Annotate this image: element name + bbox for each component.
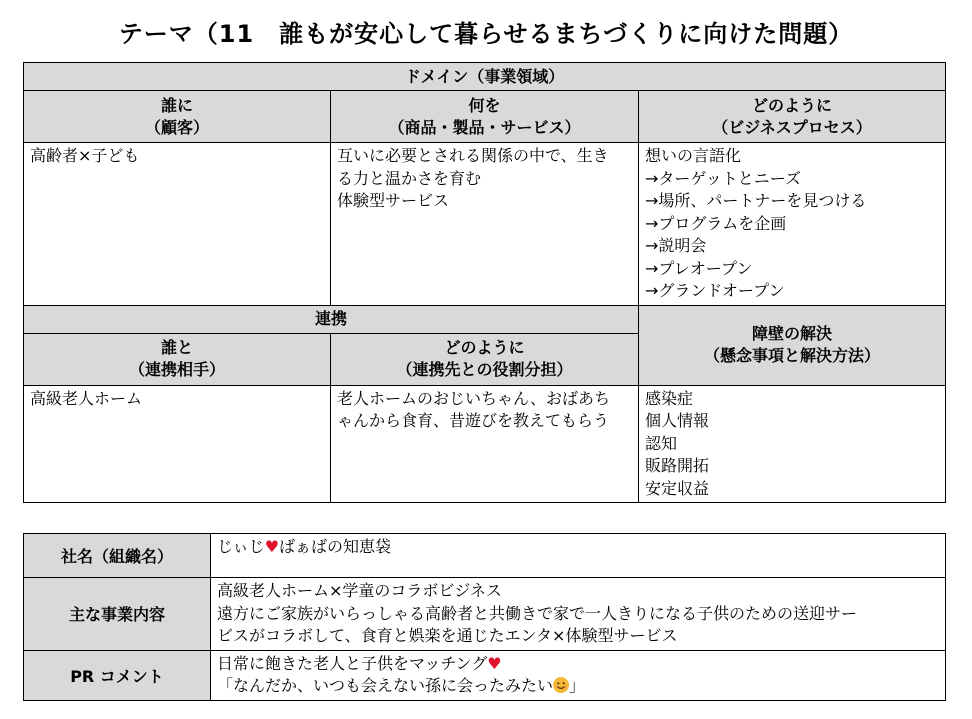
company-name-cell — [211, 534, 946, 578]
what-line: 互いに必要とされる関係の中で、生き — [337, 146, 609, 165]
col-partner-label: 誰と — [160, 338, 193, 357]
col-how-sub: （ビジネスプロセス） — [712, 117, 872, 137]
partner-value: 高級老人ホーム — [30, 388, 143, 408]
barrier-cell — [639, 385, 946, 503]
how-step: →グランドオープン — [645, 281, 785, 300]
barrier-item: 認知 — [645, 433, 678, 453]
company-name — [217, 536, 939, 559]
col-how-header — [639, 91, 946, 143]
barrier-header — [639, 305, 946, 385]
smiley-icon — [553, 677, 569, 693]
heart-icon: ♥ — [487, 653, 502, 673]
pr-quote-end: 」 — [569, 676, 586, 695]
domain-header: ドメイン（事業領域） — [24, 63, 946, 91]
business-line: ビスがコラボして、食育と娯楽を通じたエンタ×体験型サービス — [217, 626, 678, 645]
col-role-sub: （連携先との役割分担） — [396, 360, 573, 379]
col-what-header — [331, 91, 639, 143]
role-line: 老人ホームのおじいちゃん、おばあち — [337, 388, 610, 408]
how-step: →プログラムを企画 — [645, 213, 787, 233]
barrier-item: 個人情報 — [645, 411, 710, 430]
pr-quote: 「なんだか、いつも会えない孫に会ったみたい — [217, 676, 554, 695]
col-what-label: 何を — [468, 95, 501, 115]
business-label: 主な事業内容 — [24, 578, 211, 651]
how-step: →プレオープン — [645, 258, 753, 278]
what-cell — [331, 143, 639, 306]
col-role-label: どのように — [444, 338, 525, 357]
pr-line — [217, 675, 939, 698]
company-name-part: ばぁばの知恵袋 — [279, 537, 392, 556]
page-title: テーマ（11 誰もが安心して暮らせるまちづくりに向けた問題） — [118, 20, 854, 48]
business-line: 高級老人ホーム×学童のコラボビジネス — [217, 581, 502, 600]
pr-text: 日常に飽きた老人と子供をマッチング — [217, 653, 488, 673]
col-partner-sub: （連携相手） — [128, 360, 225, 379]
who-cell — [24, 143, 331, 306]
barrier-item: 安定収益 — [645, 478, 710, 498]
how-step: →ターゲットとニーズ — [645, 168, 801, 188]
col-partner-header — [24, 333, 331, 385]
heart-icon: ♥ — [264, 537, 280, 556]
col-how-label: どのように — [752, 95, 833, 115]
pr-label: PR コメント — [24, 650, 211, 700]
domain-table — [23, 62, 946, 503]
col-who-sub: （顧客） — [144, 117, 209, 137]
business-cell — [211, 578, 946, 651]
col-who-header — [24, 91, 331, 143]
how-step: 想いの言語化 — [645, 146, 742, 165]
barrier-item: 感染症 — [645, 388, 694, 408]
company-table — [23, 533, 946, 701]
company-name-label: 社名（組織名） — [24, 534, 211, 578]
how-cell — [639, 143, 946, 306]
what-line: る力と温かさを育む — [337, 168, 482, 188]
role-cell — [331, 385, 639, 503]
partner-cell — [24, 385, 331, 503]
barrier-sub: （懸念事項と解決方法） — [704, 346, 881, 365]
business-line: 遠方にご家族がいらっしゃる高齢者と共働きで家で一人きりになる子供のための送迎サー — [217, 603, 858, 623]
company-name-part: じぃじ — [217, 537, 265, 556]
barrier-item: 販路開拓 — [645, 456, 710, 475]
how-step: →説明会 — [645, 236, 707, 255]
role-line: ゃんから食育、昔遊びを教えてもらう — [337, 411, 610, 430]
col-role-header — [331, 333, 639, 385]
partner-header: 連携 — [24, 305, 639, 333]
pr-cell — [211, 650, 946, 700]
pr-line — [217, 653, 939, 676]
how-step: →場所、パートナーを見つける — [645, 191, 867, 210]
barrier-label: 障壁の解決 — [752, 324, 833, 343]
col-who-label: 誰に — [160, 95, 193, 115]
what-line: 体験型サービス — [337, 191, 450, 210]
who-value: 高齢者×子ども — [30, 146, 140, 165]
col-what-sub: （商品・製品・サービス） — [388, 117, 581, 137]
